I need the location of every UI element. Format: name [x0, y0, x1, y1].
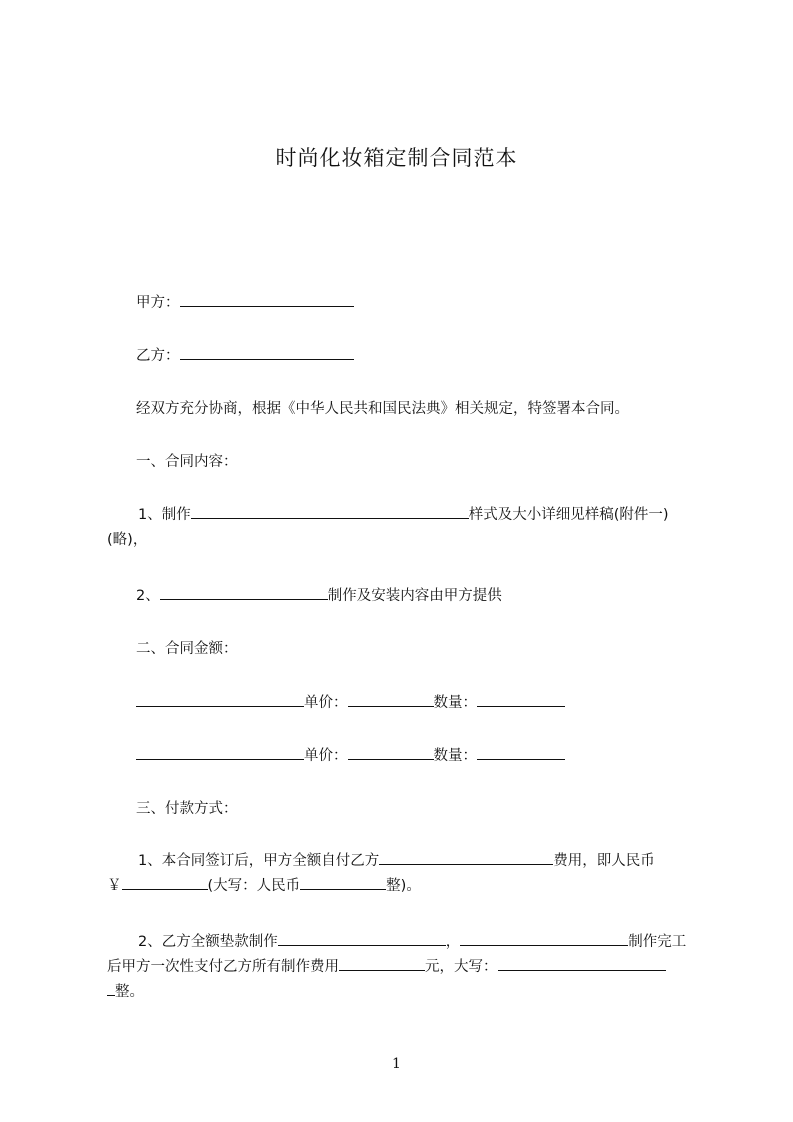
- item-text: 整)。: [386, 878, 421, 894]
- unit-price-blank[interactable]: [348, 692, 434, 707]
- party-b-line: [107, 345, 736, 366]
- item-text: 元，大写：: [425, 959, 498, 975]
- total-fee-blank[interactable]: [339, 956, 425, 971]
- product-blank[interactable]: [191, 504, 469, 519]
- item-text: 费用，即人民币: [553, 853, 655, 869]
- item-name-blank[interactable]: [136, 692, 304, 707]
- amount-row-2: [107, 745, 736, 766]
- item-text: 制作完工: [628, 934, 687, 950]
- section-3-item-2: [107, 930, 738, 1005]
- item-text: 样式及大小详细见样稿(附件一): [468, 507, 669, 523]
- amount-blank[interactable]: [122, 875, 208, 890]
- project-blank[interactable]: [278, 931, 446, 946]
- party-a-label: 甲方：: [136, 295, 180, 311]
- project-blank-2[interactable]: [460, 931, 628, 946]
- section-3-item-1: [107, 849, 738, 899]
- section-1-item-1: [107, 503, 738, 553]
- section-2-heading: 二、合同金额：: [136, 641, 238, 657]
- party-b-label: 乙方：: [136, 348, 180, 364]
- content-blank[interactable]: [160, 585, 328, 600]
- party-b-blank[interactable]: [180, 345, 354, 360]
- unit-price-label: 单价：: [304, 748, 348, 764]
- page-number: 1: [392, 1056, 401, 1072]
- item-text: 1、制作: [138, 507, 191, 523]
- quantity-label: 数量：: [433, 695, 477, 711]
- quantity-blank[interactable]: [477, 692, 565, 707]
- fee-blank[interactable]: [379, 850, 553, 865]
- amount-words-blank[interactable]: [300, 875, 386, 890]
- intro-paragraph: 经双方充分协商，根据《中华人民共和国民法典》相关规定，特签署本合同。: [136, 401, 629, 417]
- item-name-blank[interactable]: [136, 745, 304, 760]
- party-a-blank[interactable]: [180, 292, 354, 307]
- item-text: 2、乙方全额垫款制作: [138, 934, 278, 950]
- item-text: 制作及安装内容由甲方提供: [327, 588, 502, 604]
- section-1-item-2: [107, 585, 736, 606]
- currency-symbol: ￥: [107, 878, 122, 894]
- item-text: 1、本合同签订后，甲方全额自付乙方: [138, 853, 380, 869]
- quantity-label: 数量：: [433, 748, 477, 764]
- amount-row-1: [107, 692, 736, 713]
- section-1-heading: 一、合同内容：: [136, 454, 238, 470]
- total-words-blank[interactable]: [498, 956, 666, 971]
- item-text: 2、: [136, 588, 160, 604]
- item-text: ，: [445, 934, 461, 950]
- quantity-blank[interactable]: [477, 745, 565, 760]
- section-3-heading: 三、付款方式：: [136, 801, 238, 817]
- item-text: 后甲方一次性支付乙方所有制作费用: [107, 959, 339, 975]
- party-a-line: [107, 292, 736, 313]
- item-text: (略)，: [107, 532, 148, 548]
- item-text: 整。: [115, 984, 144, 1000]
- item-text: (大写：人民币: [207, 878, 301, 894]
- total-words-blank-cont[interactable]: [107, 981, 115, 996]
- unit-price-label: 单价：: [304, 695, 348, 711]
- unit-price-blank[interactable]: [348, 745, 434, 760]
- document-title: 时尚化妆箱定制合同范本: [275, 146, 518, 170]
